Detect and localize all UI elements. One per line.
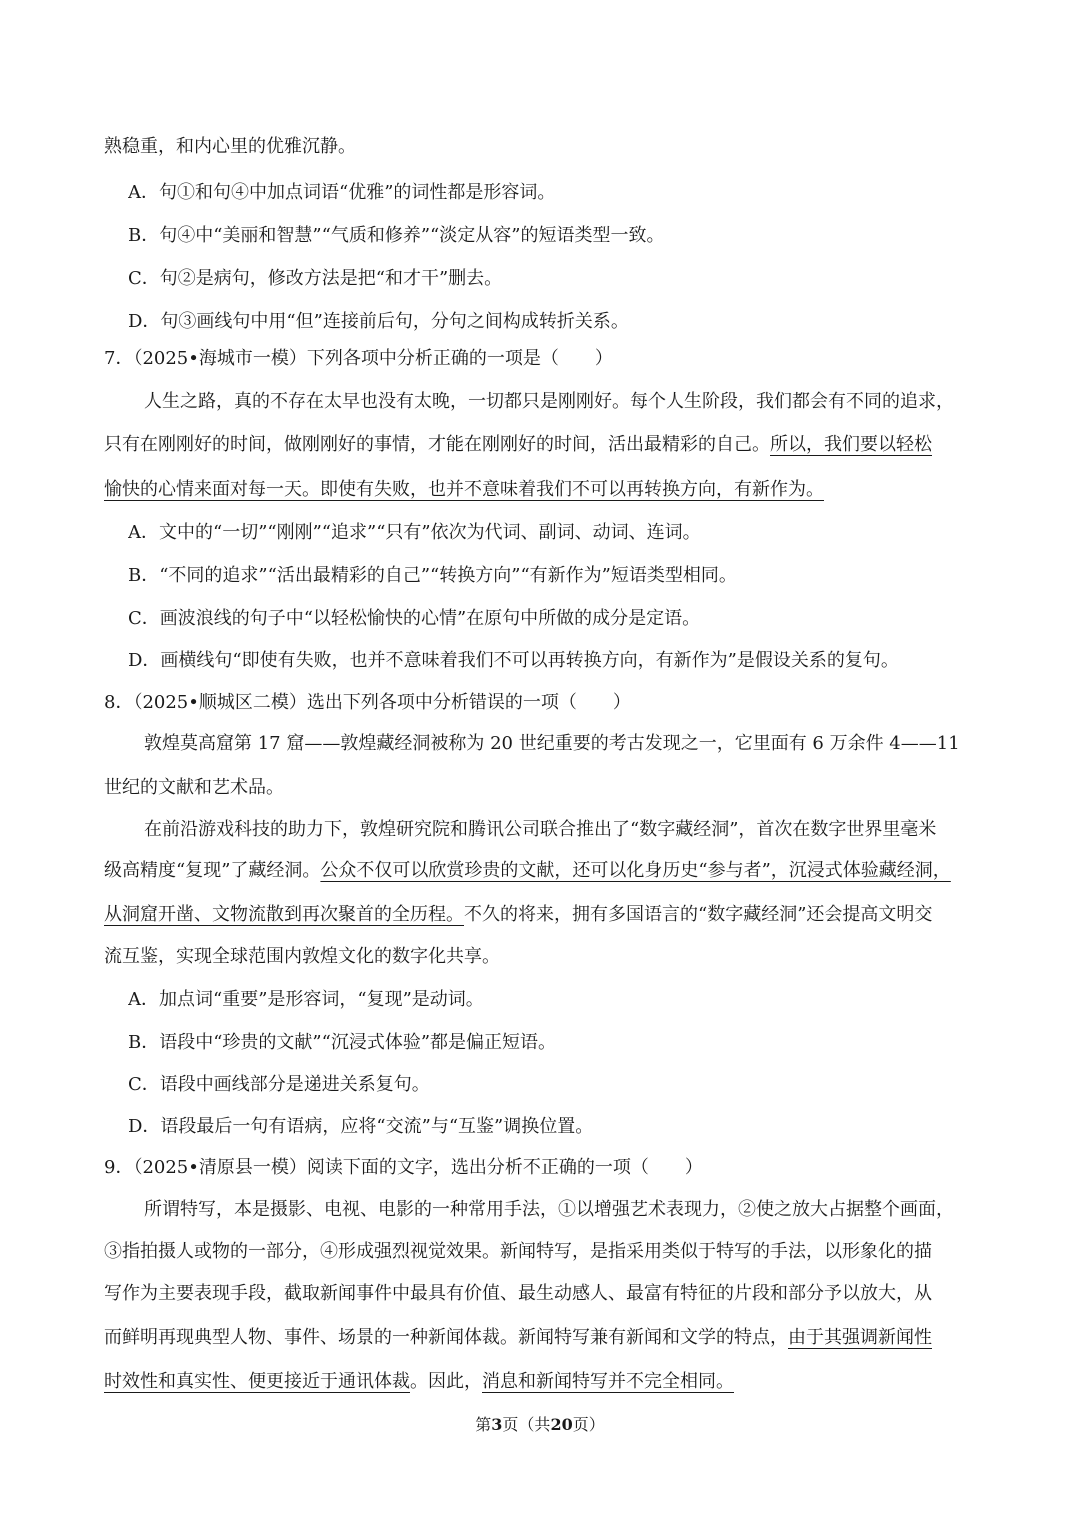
- passage-text: 不久的将来，拥有多国语言的“数字藏经洞”还会提高文明交: [464, 904, 933, 925]
- total-pages: 20: [550, 1415, 573, 1434]
- passage-text: 级高精度“复现”了藏经洞。: [104, 860, 321, 881]
- question-7-title: 7．（2025•海城市一模）下列各项中分析正确的一项是（ ）: [104, 348, 613, 369]
- passage-line: 在前沿游戏科技的助力下，敦煌研究院和腾讯公司联合推出了“数字藏经洞”，首次在数字世界里毫米: [144, 819, 937, 840]
- option-b: B．句④中“美丽和智慧”“气质和修养”“淡定从容”的短语类型一致。: [128, 225, 665, 246]
- option-a: A．加点词“重要”是形容词，“复现”是动词。: [128, 989, 484, 1010]
- question-9-title: 9．（2025•清原县一模）阅读下面的文字，选出分析不正确的一项（ ）: [104, 1157, 703, 1178]
- passage-text: 而鲜明再现典型人物、事件、场景的一种新闻体裁。新闻特写兼有新闻和文学的特点，: [104, 1327, 788, 1348]
- page-number: 3: [491, 1415, 503, 1434]
- option-d: D．语段最后一句有语病，应将“交流”与“互鉴”调换位置。: [128, 1116, 594, 1137]
- footer-suffix: 页）: [572, 1415, 605, 1434]
- underlined-text: 由于其强调新闻性: [788, 1327, 932, 1348]
- underlined-text: 从洞窟开凿、文物流散到再次聚首的全历程。: [104, 904, 464, 925]
- passage-line: 所谓特写，本是摄影、电视、电影的一种常用手法，①以增强艺术表现力，②使之放大占据整个画面，: [144, 1199, 954, 1220]
- passage-line: 流互鉴，实现全球范围内敦煌文化的数字化共享。: [104, 946, 500, 967]
- option-a: A．文中的“一切”“刚刚”“追求”“只有”依次为代词、副词、动词、连词。: [128, 522, 701, 543]
- option-a: A．句①和句④中加点词语“优雅”的词性都是形容词。: [128, 182, 556, 203]
- underlined-text: 愉快的心情来面对每一天。即使有失败，也并不意味着我们不可以再转换方向，有新作为。: [104, 479, 824, 500]
- passage-line: [104, 430, 984, 460]
- passage-line: [104, 1367, 984, 1397]
- passage-line: ③指拍摄人或物的一部分，④形成强烈视觉效果。新闻特写，是指采用类似于特写的手法，以形象化的描: [104, 1241, 932, 1262]
- option-b: B．“不同的追求”“活出最精彩的自己”“转换方向”“有新作为”短语类型相同。: [128, 565, 737, 586]
- option-c: C．句②是病句，修改方法是把“和才干”删去。: [128, 268, 503, 289]
- underlined-text: 消息和新闻特写并不完全相同。: [482, 1371, 734, 1392]
- underlined-text: 所以，我们要以轻松: [770, 434, 932, 455]
- page-footer: [0, 1412, 1080, 1438]
- footer-prefix: 第: [475, 1415, 492, 1434]
- text-line: 熟稳重，和内心里的优雅沉静。: [104, 136, 356, 157]
- option-c: C．语段中画线部分是递进关系复句。: [128, 1074, 430, 1095]
- passage-line: [104, 900, 984, 930]
- passage-line: 人生之路，真的不存在太早也没有太晚，一切都只是刚刚好。每个人生阶段，我们都会有不同的追求，: [144, 391, 954, 412]
- question-8-title: 8．（2025•顺城区二模）选出下列各项中分析错误的一项（ ）: [104, 692, 631, 713]
- passage-line: 敦煌莫高窟第 17 窟——敦煌藏经洞被称为 20 世纪重要的考古发现之一，它里面有 6 万余件 4——11: [144, 733, 960, 754]
- option-c: C．画波浪线的句子中“以轻松愉快的心情”在原句中所做的成分是定语。: [128, 608, 701, 629]
- passage-line: [104, 475, 984, 505]
- footer-middle: 页（共: [502, 1415, 551, 1434]
- passage-line: [104, 1323, 984, 1353]
- option-b: B．语段中“珍贵的文献”“沉浸式体验”都是偏正短语。: [128, 1032, 557, 1053]
- passage-text: 。因此，: [410, 1371, 482, 1392]
- passage-text: 只有在刚刚好的时间，做刚刚好的事情，才能在刚刚好的时间，活出最精彩的自己。: [104, 434, 770, 455]
- underlined-text: 公众不仅可以欣赏珍贵的文献，还可以化身历史“参与者”，沉浸式体验藏经洞，: [320, 860, 951, 881]
- option-d: D．句③画线句中用“但”连接前后句，分句之间构成转折关系。: [128, 311, 629, 332]
- underlined-text: 时效性和真实性、便更接近于通讯体裁: [104, 1371, 410, 1392]
- passage-line: 写作为主要表现手段，截取新闻事件中最具有价值、最生动感人、最富有特征的片段和部分予以放大，从: [104, 1283, 932, 1304]
- option-d: D．画横线句“即使有失败，也并不意味着我们不可以再转换方向，有新作为”是假设关系的复句。: [128, 650, 899, 671]
- passage-line: 世纪的文献和艺术品。: [104, 777, 284, 798]
- passage-line: [104, 856, 984, 886]
